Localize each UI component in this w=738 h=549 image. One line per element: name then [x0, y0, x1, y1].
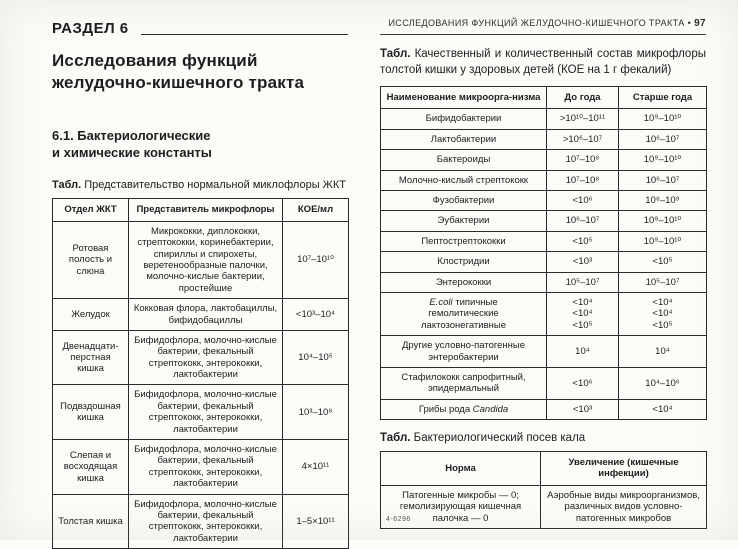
table-row [53, 494, 349, 549]
cell-organism: Бифидобактерии [381, 109, 547, 129]
cell-cfu: 10⁴–10⁵ [283, 330, 349, 385]
cell-over-year: 10⁹–10¹⁰ [619, 150, 707, 170]
cell-over-year [619, 292, 707, 335]
cell-norm: Патогенные микробы — 0; гемолизирующая кишечная палочка — 0 [381, 485, 541, 528]
value-line: <10⁴ [652, 296, 673, 308]
cell-flora: Бифидофлора, молочно-кислые бактерии, фекальный стрептококк, энтерококки, лактобактерии [129, 385, 283, 440]
cell-organism: Эубактерии [381, 211, 547, 231]
microflora-table-caption-label: Табл. [380, 48, 411, 60]
candida-name: Candida [472, 403, 509, 415]
table-row [381, 170, 707, 190]
col-header-organism: Наименование микроорга-низма [381, 87, 547, 109]
table-row [381, 485, 707, 528]
col-header-over-year: Старше года [619, 87, 707, 109]
left-page [52, 20, 348, 549]
cell-over-year: <10⁴ [619, 399, 707, 419]
cell-organism: Фузобактерии [381, 190, 547, 210]
table-row [381, 367, 707, 399]
stool-culture-caption [380, 432, 706, 444]
page-number: 97 [694, 18, 706, 29]
cell-under-year: >10⁶–10⁷ [547, 129, 619, 149]
table-row [381, 252, 707, 272]
cell-flora: Микрококки, диплококки, стрептококки, коринебактерии, спириллы и спирохеты, веретенообразные палочки, молочно-кислые бактерии, простейшие [129, 221, 283, 298]
cell-under-year: <10³ [547, 399, 619, 419]
col-header-cfu: КОЕ/мл [283, 199, 349, 221]
left-table-caption-label: Табл. [52, 178, 82, 191]
section-header [52, 20, 348, 37]
col-header-norm: Норма [381, 452, 541, 486]
subsection-line2: и химические константы [52, 144, 212, 160]
col-header-flora: Представитель микрофлоры [129, 199, 283, 221]
cell-cfu: 10³–10⁸ [283, 385, 349, 440]
cell-flora: Бифидофлора, молочно-кислые бактерии, фекальный стрептококк, энтерококки, лактобактерии [129, 330, 283, 385]
table-row [53, 385, 349, 440]
value-line: <10⁴ [572, 308, 593, 320]
cell-cfu: <10³–10⁴ [283, 299, 349, 331]
cell-organism: Другие условно-патогенные энтеробактерии [381, 336, 547, 368]
cell-gi-section: Двенадцати-перстная кишка [53, 330, 129, 385]
table-row [381, 231, 707, 251]
cell-over-year: 10⁶–10⁷ [619, 129, 707, 149]
table-row [53, 330, 349, 385]
cell-flora: Кокковая флора, лактобациллы, бифидобациллы [129, 299, 283, 331]
value-line: <10⁵ [652, 319, 673, 331]
cell-organism: Энтерококки [381, 272, 547, 292]
cell-organism: Молочно-кислый стрептококк [381, 170, 547, 190]
cell-under-year: 10⁴ [547, 336, 619, 368]
table-row [381, 129, 707, 149]
cell-gi-section: Слепая и восходящая кишка [53, 440, 129, 495]
gi-microflora-table [52, 198, 349, 549]
table-row [53, 299, 349, 331]
cell-organism [381, 292, 547, 335]
cell-under-year: 10⁷–10⁸ [547, 170, 619, 190]
table-header-row [381, 87, 707, 109]
col-header-under-year: До года [547, 87, 619, 109]
cell-cfu: 4×10¹¹ [283, 440, 349, 495]
section-rule [141, 34, 348, 35]
cell-organism: Стафилококк сапрофитный, эпидермальный [381, 367, 547, 399]
cell-over-year: 10⁹–10¹⁰ [619, 109, 707, 129]
stool-culture-table [380, 451, 707, 529]
cell-cfu: 10⁷–10¹⁰ [283, 221, 349, 298]
table-row [53, 440, 349, 495]
microflora-table-caption-text: Качественный и количественный состав микрофлоры толстой кишки у здоровых детей (КОЕ на 1 г фекалий) [380, 48, 706, 76]
col-header-increase: Увеличение (кишечные инфекции) [541, 452, 707, 486]
ecoli-line3: лактозонегативные [421, 319, 506, 331]
cell-under-year [547, 292, 619, 335]
cell-gi-section: Подвздошная кишка [53, 385, 129, 440]
table-row [381, 109, 707, 129]
cell-flora: Бифидофлора, молочно-кислые бактерии, фекальный стрептококк, энтерококки, лактобактерии [129, 440, 283, 495]
table-row-candida [381, 399, 707, 419]
left-table-caption [52, 179, 348, 193]
cell-over-year: 10⁹–10¹⁰ [619, 211, 707, 231]
page-title-line2: желудочно-кишечного тракта [52, 73, 305, 93]
cell-over-year: 10⁵–10⁷ [619, 272, 707, 292]
cell-under-year: <10³ [547, 252, 619, 272]
page-title [52, 50, 348, 95]
cell-over-year: 10⁴–10⁶ [619, 367, 707, 399]
value-line: <10⁴ [572, 296, 593, 308]
cell-over-year: 10⁴ [619, 336, 707, 368]
cell-gi-section: Ротовая полость и слюна [53, 221, 129, 298]
cell-under-year: 10⁵–10⁷ [547, 272, 619, 292]
cell-under-year: <10⁶ [547, 367, 619, 399]
ecoli-line2: гемолитические [428, 308, 499, 320]
cell-over-year: 10⁹–10¹⁰ [619, 231, 707, 251]
table-row [381, 336, 707, 368]
value-line: <10⁵ [572, 319, 593, 331]
cell-under-year: 10⁶–10⁷ [547, 211, 619, 231]
page-title-line1: Исследования функций [52, 51, 258, 70]
right-page [380, 18, 706, 529]
table-row [381, 150, 707, 170]
table-header-row [381, 452, 707, 486]
running-head-text: ИССЛЕДОВАНИЯ ФУНКЦИЙ ЖЕЛУДОЧНО-КИШЕЧНОГО ТРАКТА [388, 18, 685, 28]
cell-cfu: 1–5×10¹¹ [283, 494, 349, 549]
ecoli-qualifier: типичные [452, 296, 498, 308]
stool-culture-caption-text: Бактериологический посев кала [413, 432, 586, 445]
table-row [381, 272, 707, 292]
cell-organism: Клостридии [381, 252, 547, 272]
cell-over-year: 10⁸–10⁹ [619, 190, 707, 210]
ecoli-line1 [384, 297, 543, 308]
cell-gi-section: Толстая кишка [53, 494, 129, 549]
cell-under-year: >10¹⁰–10¹¹ [547, 109, 619, 129]
cell-over-year: 10⁶–10⁷ [619, 170, 707, 190]
table-row-ecoli [381, 292, 707, 335]
col-header-gi-section: Отдел ЖКТ [53, 199, 129, 221]
subsection-line1: 6.1. Бактериологические [52, 127, 211, 143]
left-table-caption-text: Представительство нормальной миклофлоры ЖКТ [84, 178, 346, 191]
table-row [53, 221, 349, 298]
cell-flora: Бифидофлора, молочно-кислые бактерии, фекальный стрептококк, энтерококки, лактобактерии [129, 494, 283, 549]
cell-organism: Пептострептококки [381, 231, 547, 251]
cell-organism: Бактероиды [381, 150, 547, 170]
microflora-table-caption [380, 47, 706, 78]
cell-under-year: <10⁵ [547, 231, 619, 251]
cell-increase: Аэробные виды микроорганизмов, различных видов условно-патогенных микробов [541, 485, 707, 528]
table-row [381, 211, 707, 231]
section-label: РАЗДЕЛ 6 [52, 20, 129, 37]
cell-under-year: <10⁶ [547, 190, 619, 210]
cell-under-year: 10⁷–10⁸ [547, 150, 619, 170]
print-code: 4-6296 [386, 516, 411, 523]
children-microflora-table [380, 86, 707, 420]
stool-culture-caption-label: Табл. [380, 432, 411, 445]
table-header-row [53, 199, 349, 221]
table-row [381, 190, 707, 210]
running-head [380, 18, 706, 35]
ecoli-name: E.coli [429, 296, 453, 308]
running-head-separator: • [687, 18, 692, 28]
cell-gi-section: Желудок [53, 299, 129, 331]
cell-organism: Лактобактерии [381, 129, 547, 149]
value-line: <10⁴ [652, 308, 673, 320]
subsection-title [52, 128, 348, 162]
candida-prefix: Грибы рода [418, 403, 473, 415]
cell-organism [381, 399, 547, 419]
cell-over-year: <10⁵ [619, 252, 707, 272]
